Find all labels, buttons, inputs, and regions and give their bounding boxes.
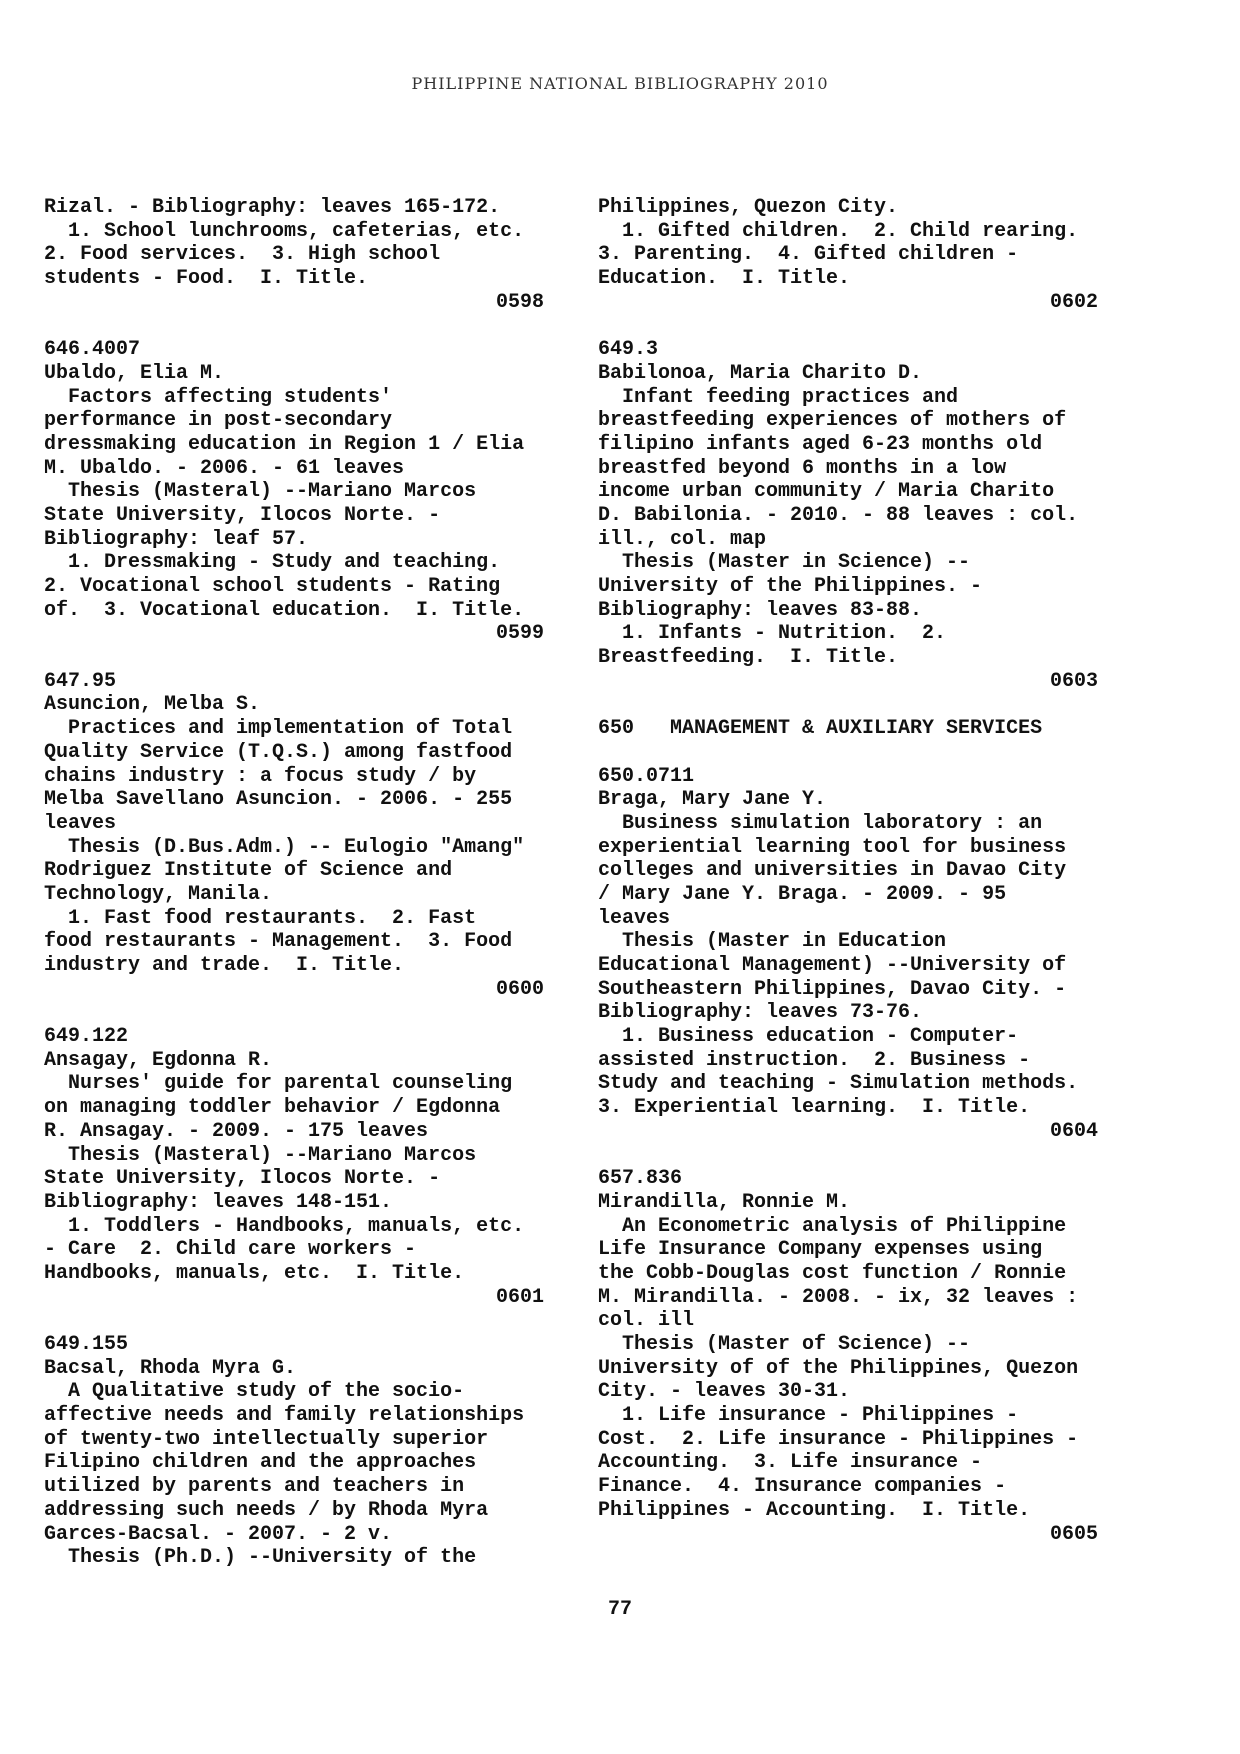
entry-line: Thesis (Master in Education (598, 930, 947, 954)
call-number: 650.0711 (598, 764, 695, 788)
entry-line: Philippines - Accounting. I. Title. (598, 1498, 1031, 1522)
entry-line: Thesis (Master of Science) -- (598, 1333, 971, 1356)
entry-line: Infant feeding practices and (598, 385, 959, 409)
entry-line: Ansagay, Egdonna R. (44, 1048, 273, 1072)
entry-line: of. 3. Vocational education. I. Title. (44, 598, 525, 622)
entry-line: 1. Toddlers - Handbooks, manuals, etc. (44, 1214, 525, 1238)
entry-line: Thesis (D.Bus.Adm.) -- Eulogio "Amang" (44, 835, 525, 859)
record-number: 0605 (1049, 1522, 1098, 1546)
entry-line: R. Ansagay. - 2009. - 175 leaves (44, 1119, 429, 1143)
record-number: 0604 (1049, 1119, 1098, 1143)
entry-line: industry and trade. I. Title. (44, 954, 405, 977)
entry-line: M. Mirandilla. - 2008. - ix, 32 leaves : (598, 1285, 1079, 1309)
blank-line (44, 1309, 544, 1333)
entry-line: chains industry : a focus study / by (44, 764, 477, 788)
entry-line: / Mary Jane Y. Braga. - 2009. - 95 (598, 882, 1007, 906)
blank-line (44, 314, 544, 338)
blank-line (44, 646, 544, 670)
entry-line: breastfed beyond 6 months in a low (598, 456, 1007, 480)
entry-line: Factors affecting students' (44, 385, 393, 409)
entry-line: experiential learning tool for business (598, 835, 1067, 859)
entry-line: Asuncion, Melba S. (44, 693, 261, 717)
blank-line (598, 314, 1098, 338)
entry-line: performance in post-secondary (44, 409, 393, 433)
entry-line: affective needs and family relationships (44, 1404, 525, 1428)
entry-line: D. Babilonia. - 2010. - 88 leaves : col. (598, 503, 1079, 527)
entry-line: income urban community / Maria Charito (598, 480, 1055, 504)
entry-line: 2. Food services. 3. High school (44, 243, 441, 267)
entry-line: col. ill (598, 1309, 695, 1333)
entry-line: leaves (598, 906, 671, 930)
entry-line: 3. Parenting. 4. Gifted children - (598, 243, 1019, 267)
entry-line: University of the Philippines. - (598, 575, 983, 598)
blank-line (44, 1001, 544, 1025)
page-number: 77 (607, 1598, 632, 1621)
entry-line: An Econometric analysis of Philippine (598, 1214, 1067, 1238)
entry-line: M. Ubaldo. - 2006. - 61 leaves (44, 456, 405, 480)
entry-line: Bibliography: leaves 83-88. (598, 598, 923, 622)
blank-line (598, 1144, 1098, 1168)
entry-line: 3. Experiential learning. I. Title. (598, 1096, 1031, 1120)
entry-line: 1. Dressmaking - Study and teaching. (44, 551, 501, 575)
entry-line: Cost. 2. Life insurance - Philippines - (598, 1427, 1079, 1451)
entry-line: Life Insurance Company expenses using (598, 1238, 1043, 1262)
record-number: 0600 (495, 977, 544, 1001)
entry-line: breastfeeding experiences of mothers of (598, 409, 1067, 433)
entry-line: Breastfeeding. I. Title. (598, 646, 899, 670)
entry-line: Rodriguez Institute of Science and (44, 859, 453, 883)
entry-line: food restaurants - Management. 3. Food (44, 930, 513, 954)
call-number: 649.3 (598, 338, 659, 362)
entry-line: Mirandilla, Ronnie M. (598, 1190, 851, 1214)
entry-line: A Qualitative study of the socio- (44, 1380, 465, 1404)
call-number: 657.836 (598, 1167, 683, 1191)
entry-line: Finance. 4. Insurance companies - (598, 1475, 1007, 1499)
record-number: 0602 (1049, 290, 1098, 314)
entry-line: - Care 2. Child care workers - (44, 1238, 417, 1262)
call-number: 647.95 (44, 669, 117, 693)
entry-line: Philippines, Quezon City. (598, 196, 899, 219)
call-number: 649.155 (44, 1333, 129, 1356)
entry-line: Technology, Manila. (44, 882, 273, 906)
entry-line: colleges and universities in Davao City (598, 859, 1067, 883)
entry-line: University of of the Philippines, Quezon (598, 1356, 1079, 1380)
entry-line: Thesis (Master in Science) -- (598, 551, 971, 575)
entry-line: Thesis (Ph.D.) --University of the (44, 1546, 477, 1570)
entry-line: 2. Vocational school students - Rating (44, 575, 501, 598)
section-heading: 650 MANAGEMENT & AUXILIARY SERVICES (598, 717, 1043, 741)
entry-line: Rizal. - Bibliography: leaves 165-172. (44, 196, 501, 219)
record-number: 0603 (1049, 669, 1098, 693)
entry-line: filipino infants aged 6-23 months old (598, 432, 1043, 456)
entry-line: Bibliography: leaves 73-76. (598, 1001, 923, 1025)
entry-line: Thesis (Masteral) --Mariano Marcos (44, 480, 477, 504)
entry-line: utilized by parents and teachers in (44, 1475, 465, 1499)
entry-line: Educational Management) --University of (598, 954, 1067, 977)
entry-line: Study and teaching - Simulation methods. (598, 1072, 1079, 1096)
entry-line: Education. I. Title. (598, 267, 851, 291)
bibliography-column-right (598, 196, 1098, 1546)
call-number: 646.4007 (44, 338, 141, 362)
entry-line: students - Food. I. Title. (44, 267, 369, 291)
entry-line: Accounting. 3. Life insurance - (598, 1451, 983, 1475)
call-number: 649.122 (44, 1025, 129, 1049)
record-number: 0601 (495, 1285, 544, 1309)
entry-line: Bacsal, Rhoda Myra G. (44, 1356, 297, 1380)
record-number: 0598 (495, 290, 544, 314)
entry-line: Quality Service (T.Q.S.) among fastfood (44, 740, 513, 764)
page-header: PHILIPPINE NATIONAL BIBLIOGRAPHY 2010 (411, 74, 829, 93)
record-number: 0599 (495, 622, 544, 646)
entry-line: leaves (44, 811, 117, 835)
bibliography-column-left (44, 196, 544, 1570)
entry-line: City. - leaves 30-31. (598, 1380, 851, 1404)
entry-line: Practices and implementation of Total (44, 717, 513, 741)
entry-line: State University, Ilocos Norte. - (44, 1167, 441, 1191)
entry-line: Thesis (Masteral) --Mariano Marcos (44, 1143, 477, 1167)
entry-line: on managing toddler behavior / Egdonna (44, 1096, 501, 1120)
blank-line (598, 741, 1098, 765)
entry-line: dressmaking education in Region 1 / Elia (44, 432, 525, 456)
entry-line: ill., col. map (598, 527, 767, 551)
entry-line: Bibliography: leaves 148-151. (44, 1190, 393, 1214)
entry-line: 1. Infants - Nutrition. 2. (598, 622, 947, 646)
entry-line: Melba Savellano Asuncion. - 2006. - 255 (44, 788, 513, 812)
entry-line: Braga, Mary Jane Y. (598, 788, 827, 812)
entry-line: Handbooks, manuals, etc. I. Title. (44, 1261, 465, 1285)
entry-line: Babilonoa, Maria Charito D. (598, 361, 923, 385)
blank-line (598, 693, 1098, 717)
entry-line: Southeastern Philippines, Davao City. - (598, 977, 1067, 1001)
entry-line: addressing such needs / by Rhoda Myra (44, 1498, 489, 1522)
entry-line: 1. Life insurance - Philippines - (598, 1404, 1019, 1428)
entry-line: Ubaldo, Elia M. (44, 361, 225, 385)
entry-line: Filipino children and the approaches (44, 1451, 477, 1475)
entry-line: 1. Gifted children. 2. Child rearing. (598, 219, 1079, 243)
entry-line: 1. Fast food restaurants. 2. Fast (44, 906, 477, 930)
entry-line: 1. Business education - Computer- (598, 1025, 1019, 1049)
entry-line: the Cobb-Douglas cost function / Ronnie (598, 1261, 1067, 1285)
entry-line: State University, Ilocos Norte. - (44, 503, 441, 527)
entry-line: assisted instruction. 2. Business - (598, 1048, 1031, 1072)
entry-line: of twenty-two intellectually superior (44, 1427, 489, 1451)
entry-line: 1. School lunchrooms, cafeterias, etc. (44, 219, 525, 243)
entry-line: Business simulation laboratory : an (598, 811, 1043, 835)
entry-line: Nurses' guide for parental counseling (44, 1072, 513, 1096)
entry-line: Bibliography: leaf 57. (44, 527, 309, 551)
entry-line: Garces-Bacsal. - 2007. - 2 v. (44, 1522, 393, 1546)
